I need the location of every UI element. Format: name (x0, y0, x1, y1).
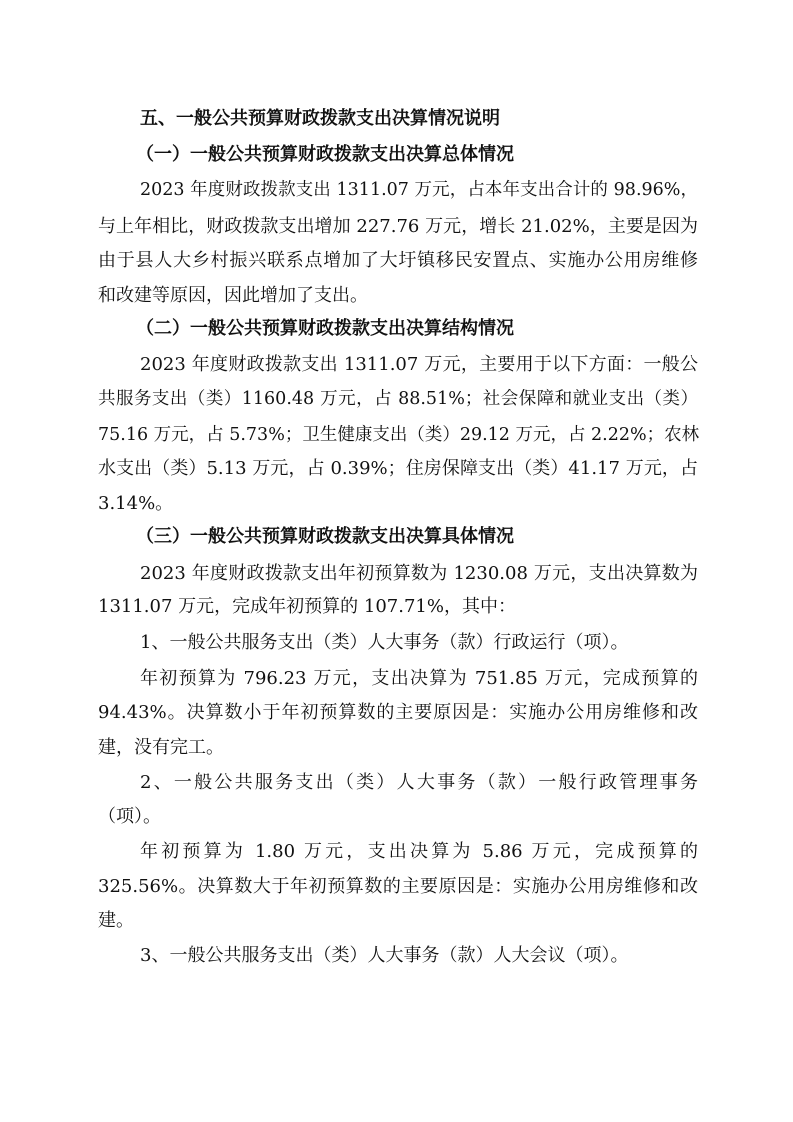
item-title: （项）。 (98, 806, 161, 827)
paragraph-line: 325.56%。决算数大于年初预算数的主要原因是：实施办公用房维修和改 (98, 876, 698, 897)
paragraph-line: 2023 年度财政拨款支出 1311.07 万元，主要用于以下方面：一般公 (140, 354, 698, 375)
paragraph-line: 建，没有完工。 (98, 737, 224, 758)
item-title: 3、一般公共服务支出（类）人大事务（款）人大会议（项）。 (140, 945, 629, 966)
subsection-heading-structure: （二）一般公共预算财政拨款支出决算结构情况 (136, 318, 514, 339)
paragraph-line: 与上年相比，财政拨款支出增加 227.76 万元，增长 21.02%，主要是因为 (98, 216, 698, 237)
paragraph-line: 年初预算为 1.80 万元，支出决算为 5.86 万元，完成预算的 (140, 841, 698, 862)
paragraph-line: 2023 年度财政拨款支出 1311.07 万元，占本年支出合计的 98.96%， (140, 180, 698, 200)
paragraph-line: 建。 (98, 910, 134, 931)
paragraph-line: 和改建等原因，因此增加了支出。 (98, 285, 368, 306)
paragraph-line: 水支出（类）5.13 万元，占 0.39%；住房保障支出（类）41.17 万元，占 (98, 458, 698, 479)
item-title: 2、一般公共服务支出（类）人大事务（款）一般行政管理事务 (140, 772, 698, 793)
paragraph-line: 由于县人大乡村振兴联系点增加了大圩镇移民安置点、实施办公用房维修 (98, 250, 698, 271)
paragraph-line: 2023 年度财政拨款支出年初预算数为 1230.08 万元，支出决算数为 (140, 563, 698, 584)
paragraph-line: 75.16 万元，占 5.73%；卫生健康支出（类）29.12 万元，占 2.22%；农林 (98, 425, 700, 445)
section-title: 五、一般公共预算财政拨款支出决算情况说明 (140, 108, 500, 129)
paragraph-line: 共服务支出（类）1160.48 万元，占 88.51%；社会保障和就业支出（类） (98, 389, 698, 409)
item-title: 1、一般公共服务支出（类）人大事务（款）行政运行（项）。 (140, 632, 629, 653)
subsection-heading-overall: （一）一般公共预算财政拨款支出决算总体情况 (136, 144, 514, 165)
paragraph-line: 年初预算为 796.23 万元，支出决算为 751.85 万元，完成预算的 (140, 668, 698, 689)
paragraph-line: 1311.07 万元，完成年初预算的 107.71%，其中： (98, 596, 516, 617)
paragraph-line: 3.14%。 (98, 493, 174, 514)
paragraph-line: 94.43%。决算数小于年初预算数的主要原因是：实施办公用房维修和改 (98, 702, 698, 723)
subsection-heading-detail: （三）一般公共预算财政拨款支出决算具体情况 (136, 526, 514, 547)
